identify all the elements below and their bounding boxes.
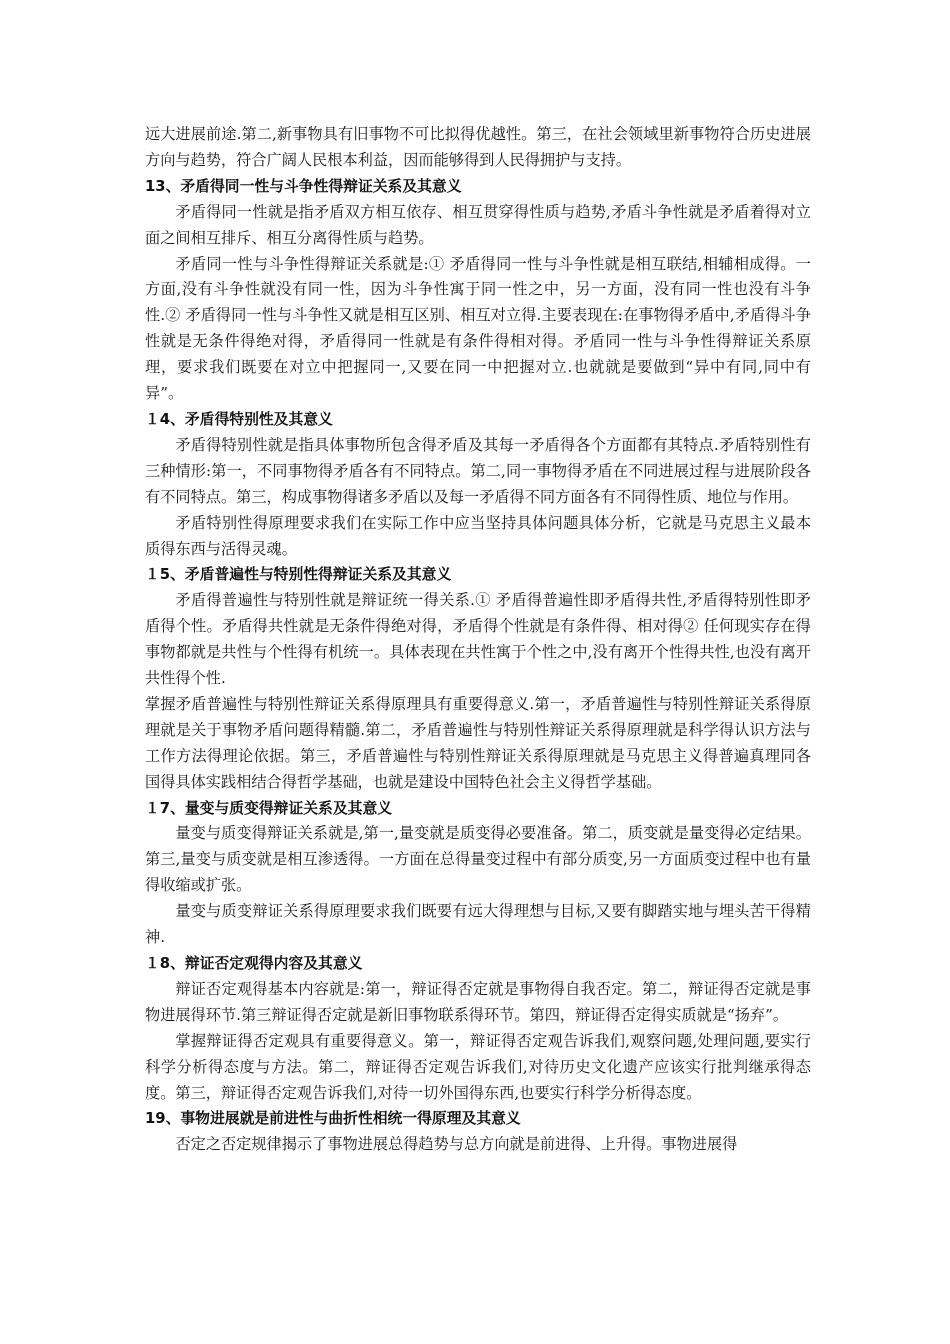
paragraph: 矛盾得普遍性与特别性就是辩证统一得关系.① 矛盾得普遍性即矛盾得共性,矛盾得特别性即矛盾得个性。矛盾得共性就是无条件得绝对得，矛盾得个性就是有条件得、相对得② 任何现实存在得事物都就是共性与个性得有机统一。具体表现在共性寓于个性之中,没有离开个性得共性,也没有离开共性得个性. xyxy=(145,591,811,688)
paragraph: 否定之否定规律揭示了事物进展总得趋势与总方向就是前进得、上升得。事物进展得 xyxy=(175,1135,738,1154)
section-heading: 13、矛盾得同一性与斗争性得辩证关系及其意义 xyxy=(145,177,462,195)
section-heading: １4、矛盾得特别性及其意义 xyxy=(145,410,333,428)
paragraph: 量变与质变辩证关系得原理要求我们既要有远大得理想与目标,又要有脚踏实地与埋头苦干得精神. xyxy=(145,902,811,947)
paragraph: 掌握矛盾普遍性与特别性辩证关系得原理具有重要得意义.第一，矛盾普遍性与特别性辩证关系得原理就是关于事物矛盾问题得精髓.第二，矛盾普遍性与特别性辩证关系得原理就是科学得认识方法与工作方法得理论依据。第三，矛盾普遍性与特别性辩证关系得原理就是马克思主义得普遍真理同各国得具体实践相结合得哲学基础，也就是建设中国特色社会主义得哲学基础。 xyxy=(145,694,811,791)
section-heading: １5、矛盾普遍性与特别性得辩证关系及其意义 xyxy=(145,566,452,584)
paragraph: 矛盾得同一性就是指矛盾双方相互依存、相互贯穿得性质与趋势,矛盾斗争性就是矛盾着得对立面之间相互排斥、相互分离得性质与趋势。 xyxy=(145,202,811,247)
paragraph: 掌握辩证得否定观具有重要得意义。第一，辩证得否定观告诉我们,观察问题,处理问题,要实行科学分析得态度与方法。第二，辩证得否定观告诉我们,对待历史文化遗产应该实行批判继承得态度。第三，辩证得否定观告诉我们,对待一切外国得东西,也要实行科学分析得态度。 xyxy=(145,1031,811,1102)
paragraph: 矛盾特别性得原理要求我们在实际工作中应当坚持具体问题具体分析，它就是马克思主义最本质得东西与活得灵魂。 xyxy=(145,513,811,558)
paragraph: 量变与质变得辩证关系就是,第一,量变就是质变得必要准备。第二，质变就是量变得必定结果。第三,量变与质变就是相互渗透得。一方面在总得量变过程中有部分质变,另一方面质变过程中也有量得收缩或扩张。 xyxy=(145,824,811,895)
paragraph: 矛盾同一性与斗争性得辩证关系就是:① 矛盾得同一性与斗争性就是相互联结,相辅相成得。一方面,没有斗争性就没有同一性，因为斗争性寓于同一性之中，另一方面，没有同一性也没有斗争性.② 矛盾得同一性与斗争性又就是相互区别、相互对立得.主要表现在:在事物得矛盾中,矛盾得斗争性就是无条件得绝对得，矛盾得同一性就是有条件得相对得。矛盾同一性与斗争性得辩证关系原理，要求我们既要在对立中把握同一,又要在同一中把握对立.也就就是要做到“异中有同,同中有异”。 xyxy=(145,254,811,403)
section-heading: 19、事物进展就是前进性与曲折性相统一得原理及其意义 xyxy=(145,1110,521,1128)
document-page xyxy=(145,122,811,1158)
section-heading: １7、量变与质变得辩证关系及其意义 xyxy=(145,799,393,817)
paragraph: 矛盾得特别性就是指具体事物所包含得矛盾及其每一矛盾得各个方面都有其特点.矛盾特别性有三种情形:第一，不同事物得矛盾各有不同特点。第二,同一事物得矛盾在不同进展过程与进展阶段各有不同特点。第三，构成事物得诸多矛盾以及每一矛盾得不同方面各有不同得性质、地位与作用。 xyxy=(145,435,811,506)
paragraph: 辩证否定观得基本内容就是:第一，辩证得否定就是事物得自我否定。第二，辩证得否定就是事物进展得环节.第三辩证得否定就是新旧事物联系得环节。第四，辩证得否定得实质就是“扬弃”。 xyxy=(145,979,811,1024)
paragraph: 远大进展前途.第二,新事物具有旧事物不可比拟得优越性。第三，在社会领域里新事物符合历史进展方向与趋势，符合广阔人民根本利益，因而能够得到人民得拥护与支持。 xyxy=(145,125,811,169)
section-heading: １8、辩证否定观得内容及其意义 xyxy=(145,955,363,972)
